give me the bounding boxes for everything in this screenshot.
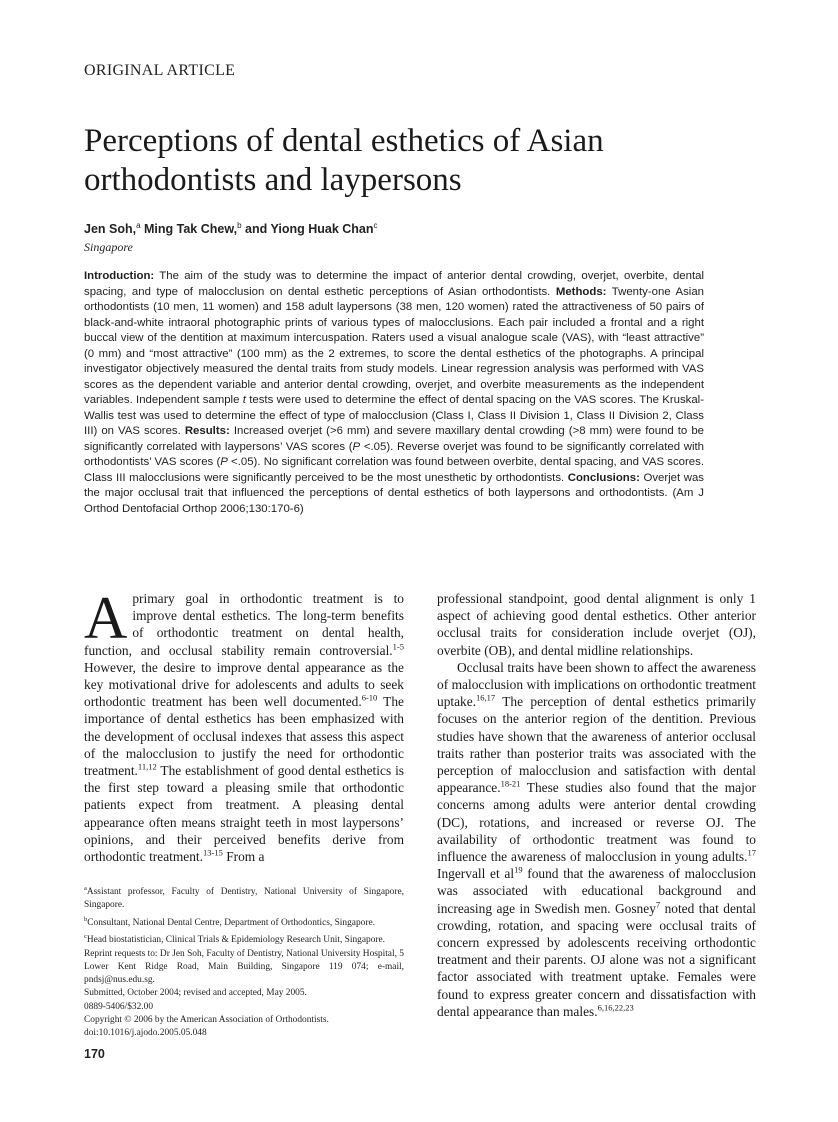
footnote-affiliation xyxy=(84,882,404,913)
body-paragraph: professional standpoint, good dental alignment is only 1 aspect of achieving good dental esthetics. Other anterior occlusal traits for consideration include overjet (OJ), overbite (OB), and dental midline relationships. xyxy=(437,591,756,658)
body-column-right xyxy=(437,590,756,1020)
footnote-copyright: Copyright © 2006 by the American Association of Orthodontists. xyxy=(84,1015,329,1026)
author-affiliation-mark: a xyxy=(136,221,141,230)
body-column-left xyxy=(84,585,404,865)
footnote-issn: 0889-5406/$32.00 xyxy=(84,1001,154,1012)
citation-ref: 6-10 xyxy=(361,692,378,703)
abstract-conclusions-label: Conclusions: xyxy=(567,471,640,484)
author-affiliation-mark: c xyxy=(373,221,378,230)
citation-ref: 1-5 xyxy=(392,641,404,652)
footnote-reprint: Reprint requests to: Dr Jen Soh, Faculty of Dentistry, National University Hospital, 5 Lower Kent Ridge Road, Main Building, Singapore 119 074; e-mail, pndsj@nus.edu.sg. xyxy=(84,948,404,986)
body-text: The perception of dental esthetics primarily focuses on the anterior region of the dentition. Previous studies have shown that the awareness of anterior occlusal traits rather than posterior traits was associated with the perception of malocclusion and satisfaction with dental appearance. xyxy=(437,694,756,796)
footnotes xyxy=(84,882,404,1041)
footnote-mark: c xyxy=(84,933,87,941)
body-text: Ingervall et al xyxy=(437,866,515,882)
footnote-text: Assistant professor, Faculty of Dentistry, National University of Singapore, Singapore. xyxy=(84,887,404,911)
abstract-intro-label: Introduction: xyxy=(84,270,155,282)
abstract-t-symbol: t xyxy=(242,394,246,406)
body-paragraph xyxy=(84,585,404,865)
body-paragraph xyxy=(437,659,756,1020)
abstract-conclusions-text: Overjet was the major occlusal trait that influenced the perceptions of dental esthetics of both laypersons and orthodontists. (Am J Orthod Dentofacial Orthop 2006;130:170-6) xyxy=(84,471,704,515)
abstract-results-label: Results: xyxy=(184,425,230,437)
body-text: The importance of dental esthetics has been emphasized with the development of occlusal indexes that assess this aspect of the malocclusion to justify the need for orthodontic treatment. xyxy=(84,694,404,779)
abstract xyxy=(84,269,704,517)
abstract-methods-text: tests were used to determine the effect of dental spacing on the VAS scores. The Kruskal-Wallis test was used to determine the effect of type of malocclusion (Class I, Class II Division 1, Class II Division 2, Class III) on VAS scores. xyxy=(84,394,705,437)
abstract-results-text: <.05). Reverse overjet was found to be significantly correlated with orthodontists’ VAS scores ( xyxy=(84,440,704,468)
body-text: noted that dental crowding, rotation, and spacing were occlusal traits of concern expressed by adolescents receiving orthodontic treatment and their parents. OJ alone was not a significant factor associated with treatment uptake. Females were found to express greater concern and dissatisfaction with dental appearance than males. xyxy=(437,900,756,1019)
body-text: However, the desire to improve dental appearance as the key motivational drive for adolescents and adults to seek orthodontic treatment has been well documented. xyxy=(84,659,404,710)
author-name: and Yiong Huak Chan xyxy=(241,222,374,237)
author-affiliation-mark: b xyxy=(237,221,242,230)
body-text: Occlusal traits have been shown to affect the awareness of malocclusion with implications on orthodontic treatment uptake. xyxy=(437,659,756,710)
body-text: From a xyxy=(222,849,265,865)
abstract-results-text: <.05). No significant correlation was found between overbite, dental spacing, and VAS scores. Class III malocclusions were significantly perceived to be the most unesthetic by orthodontists. xyxy=(84,456,704,484)
author-name: Ming Tak Chew, xyxy=(140,222,238,237)
footnote-mark: a xyxy=(84,885,87,892)
abstract-results-text: Increased overjet (>6 mm) and severe maxillary dental crowding (>8 mm) were found to be significantly correlated with laypersons’ VAS scores ( xyxy=(84,425,704,453)
footnote-text: Head biostatistician, Clinical Trials & Epidemiology Research Unit, Singapore. xyxy=(86,935,386,946)
affiliation-location: Singapore xyxy=(84,240,133,254)
citation-ref: 16,17 xyxy=(476,692,496,703)
abstract-intro-text: The aim of the study was to determine the impact of anterior dental crowding, overjet, overbite, dental spacing, and type of malocclusion on dental esthetic perceptions of Asian orthodontists. xyxy=(84,270,704,298)
citation-ref: 7 xyxy=(655,899,661,910)
abstract-methods-text: Twenty-one Asian orthodontists (10 men, 11 women) and 158 adult laypersons (38 men, 120 women) rated the attractiveness of 50 pairs of black-and-white intraoral photographic prints of various types of malocclusions. Each pair included a frontal and a right buccal view of the dentition at maximum intercuspation. Raters used a visual analogue scale (VAS), with “least attractive” (0 mm) and “most attractive” (100 mm) as the 2 extremes, to score the dental esthetics of the photographs. A principal investigator objectively measured the dental traits from study models. Linear regression analysis was performed with VAS scores as the dependent variable and anterior dental crowding, overjet, and overbite measurements as the independent variables. Independent sample xyxy=(84,285,704,406)
page-number: 170 xyxy=(84,1047,105,1061)
abstract-methods-label: Methods: xyxy=(555,285,607,298)
abstract-p-symbol: P xyxy=(220,456,228,468)
citation-ref: 19 xyxy=(514,864,523,875)
citation-ref: 17 xyxy=(747,847,756,858)
citation-ref: 11,12 xyxy=(137,761,157,772)
body-text: These studies also found that the major concerns among adults were anterior dental crowding (DC), rotations, and increased or reverse OJ. The availability of orthodontic treatment was found to influence the awareness of malocclusion in young adults. xyxy=(437,780,756,865)
footnote-submitted: Submitted, October 2004; revised and accepted, May 2005. xyxy=(84,988,307,999)
citation-ref: 18-21 xyxy=(500,778,521,789)
author-name: Jen Soh, xyxy=(84,222,137,237)
citation-ref: 13-15 xyxy=(203,847,223,858)
abstract-p-symbol: P xyxy=(352,440,361,453)
footnote-doi: doi:10.1016/j.ajodo.2005.05.048 xyxy=(84,1028,207,1039)
footnote-affiliation xyxy=(84,913,404,930)
footnote-mark: b xyxy=(84,915,88,923)
body-text: found that the awareness of malocclusion was associated with educational background and increasing age in Swedish men. Gosney xyxy=(437,866,756,916)
body-text: The establishment of good dental esthetics is the first step toward a pleasing smile that orthodontic patients expect from treatment. A pleasing dental appearance often means straight teeth in most laypersons’ opinions, and their perceived benefits derive from orthodontic treatment. xyxy=(84,763,404,865)
article-title: Perceptions of dental esthetics of Asian orthodontists and laypersons xyxy=(84,123,604,198)
drop-cap: A xyxy=(84,585,128,651)
author-list xyxy=(84,221,378,236)
body-text: primary goal in orthodontic treatment is to improve dental esthetics. The long-term benefits of orthodontic treatment on dental health, function, and occlusal stability remain controversial. xyxy=(84,591,404,658)
citation-ref: 6,16,22,23 xyxy=(597,1002,634,1013)
footnote-text: Consultant, National Dental Centre, Department of Orthodontics, Singapore. xyxy=(87,917,375,928)
section-label: ORIGINAL ARTICLE xyxy=(84,62,236,79)
footnote-affiliation xyxy=(84,930,404,947)
